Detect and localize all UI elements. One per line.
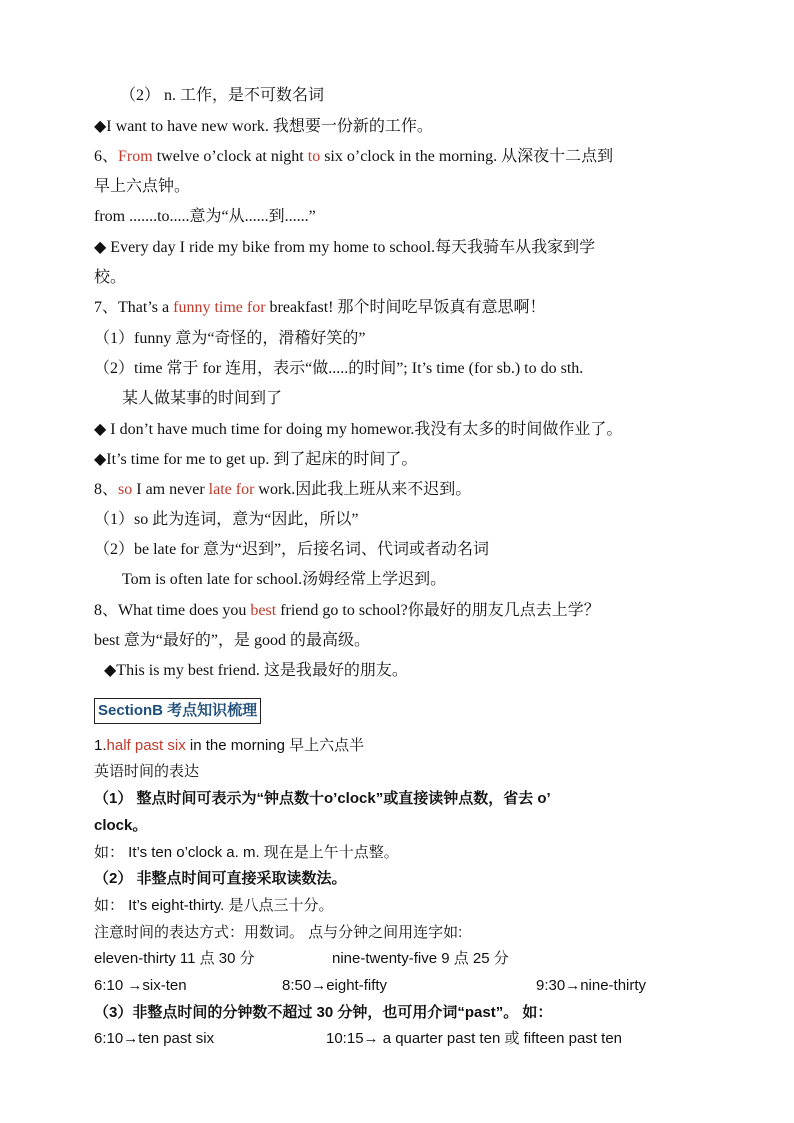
text-line [94,599,600,623]
example-sentence: ◆ I don’t have much time for doing my homewor.我没有太多的时间做作业了。 [94,421,623,438]
text-line: （2） n. 工作，是不可数名词 [120,87,325,104]
text-line: from .......to.....意为“从......到......” [94,208,316,225]
keyword: half past six [106,737,186,754]
text-line: 校。 [94,269,127,286]
text-line: 某人做某事的时间到了 [122,390,283,407]
text-fragment: I am never [132,481,209,498]
keyword: best [250,602,277,619]
text-fragment: work.因此我上班从来不迟到。 [254,481,472,498]
text-line [94,145,613,169]
time-example: 8:50→eight-fifty [282,977,388,994]
keyword: to [307,148,321,165]
time-example: eleven-thirty 11 点 30 分 [94,950,255,967]
text-line: （1）so 此为连词，意为“因此，所以” [94,511,359,528]
item-number: 6、 [94,148,119,165]
time-example: 10:15→ a quarter past ten 或 fifteen past ten [326,1030,623,1047]
example-sentence: 如： It’s eight-thirty. 是八点三十分。 [94,897,334,914]
text-line: （2）be late for 意为“迟到”，后接名词、代词或者动名词 [94,541,490,558]
text-line: 注意时间的表达方式：用数词。 点与分钟之间用连字如: [94,924,463,941]
text-line [94,296,546,320]
example-sentence: ◆It’s time for me to get up. 到了起床的时间了。 [94,451,418,468]
time-example: nine-twenty-five 9 点 25 分 [332,950,509,967]
rule-heading: （2） 非整点时间可直接采取读数法。 [94,870,347,887]
text-line: 英语时间的表达 [94,763,200,780]
text-fragment: breakfast! 那个时间吃早饭真有意思啊！ [265,299,546,316]
text-line: 早上六点钟。 [94,178,191,195]
text-line [94,478,471,502]
text-fragment: twelve o’clock at night [152,148,308,165]
text-line: （2）time 常于 for 连用，表示“做.....的时间”; It’s time (for sb.) to do sth. [94,360,584,377]
rule-heading: （1） 整点时间可表示为“钟点数十o’clock”或直接读钟点数，省去 o’ [94,790,551,807]
example-sentence: 如： It’s ten o’clock a. m. 现在是上午十点整。 [94,844,399,861]
item-number: 1. [94,737,107,754]
keyword: From [118,148,153,165]
text-fragment: in the morning 早上六点半 [185,737,365,754]
section-title: SectionB 考点知识梳理 [94,698,261,724]
text-line: （1）funny 意为“奇怪的，滑稽好笑的” [94,330,366,347]
time-example: 6:10→ten past six [94,1030,215,1047]
example-sentence: ◆I want to have new work. 我想要一份新的工作。 [94,118,433,135]
example-sentence: ◆ Every day I ride my bike from my home to school.每天我骑车从我家到学 [94,239,596,256]
text-fragment: six o’clock in the morning. 从深夜十二点到 [320,148,614,165]
rule-heading: clock。 [94,817,148,834]
keyword: late for [208,481,255,498]
text-fragment: 8、What time does you [94,602,251,619]
item-number: 8、 [94,481,119,498]
example-sentence: ◆This is my best friend. 这是我最好的朋友。 [104,662,408,679]
example-sentence: Tom is often late for school.汤姆经常上学迟到。 [122,571,447,588]
keyword: so [118,481,133,498]
time-example: 9:30→nine-thirty [536,977,647,994]
text-line: best 意为“最好的”，是 good 的最高级。 [94,632,370,649]
time-example: 6:10 →six-ten [94,977,187,994]
rule-heading: （3）非整点时间的分钟数不超过 30 分钟，也可用介词“past”。 如： [94,1004,553,1021]
text-fragment: 7、That’s a [94,299,174,316]
text-line [94,734,364,758]
text-fragment: friend go to school?你最好的朋友几点去上学？ [276,602,600,619]
keyword: funny time for [173,299,266,316]
